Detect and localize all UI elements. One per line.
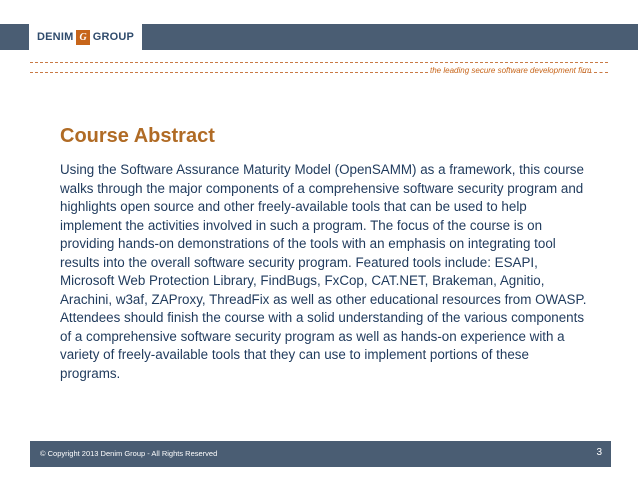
footer-bar (30, 441, 611, 467)
divider-dashed-lower-left (30, 72, 428, 73)
abstract-body: Using the Software Assurance Maturity Model (OpenSAMM) as a framework, this course walks through the major components of a comprehensive software security program and highlights open source and other freely-available tools that can be used to help implement the activities involved in such a program. The focus of the course is on providing hands-on demonstrations of the tools with an emphasis on integrating tool results into the overall software security program. Featured tools include: ESAPI, Microsoft Web Protection Library, FindBugs, FxCop, CAT.NET, Brakeman, Agnitio, Arachini, w3af, ZAProxy, ThreadFix as well as other educational resources from OWASP. Attendees should finish the course with a solid understanding of the various components of a comprehensive software security program as well as hands-on experience with a variety of freely-available tools that they can use to implement portions of these programs. (60, 162, 587, 381)
company-logo (29, 24, 142, 50)
divider-dashed-top (30, 62, 608, 63)
divider-dashed-lower-right (583, 72, 608, 73)
slide-title: Course Abstract (60, 125, 215, 147)
logo-word-left: DENIM (37, 31, 74, 43)
page-number: 3 (596, 447, 602, 458)
logo-word-right: GROUP (92, 31, 135, 43)
logo-mark-icon: G (76, 30, 89, 45)
copyright-text: © Copyright 2013 Denim Group - All Rights Reserved (40, 449, 218, 458)
tagline: the leading secure software development firm (430, 66, 592, 75)
